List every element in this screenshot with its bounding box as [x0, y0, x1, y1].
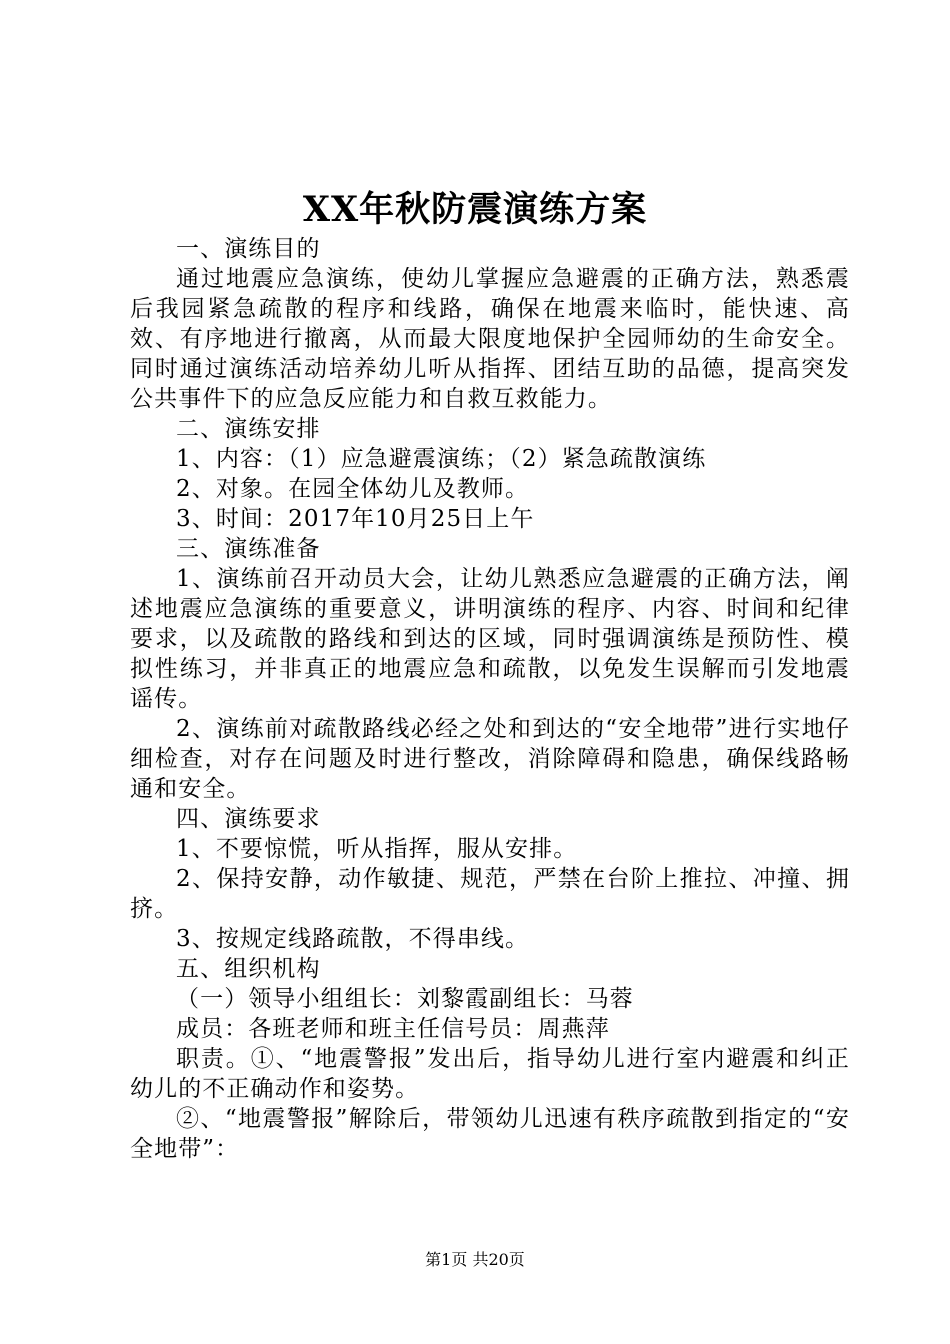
page-footer: 第1页 共20页 [425, 1250, 525, 1269]
paragraph: 3、时间：2017年10月25日上午 [176, 506, 535, 532]
paragraph: 3、按规定线路疏散，不得串线。 [176, 926, 530, 952]
paragraph: ②、“地震警报”解除后，带领幼儿迅速有秩序疏散到指定的“安全地带”： [130, 1106, 850, 1162]
paragraph: 成员：各班老师和班主任信号员：周燕萍 [176, 1016, 610, 1042]
section-heading: 五、组织机构 [176, 956, 321, 982]
paragraph: 2、对象。在园全体幼儿及教师。 [176, 476, 530, 502]
paragraph: （一）领导小组组长：刘黎霞副组长：马蓉 [176, 986, 634, 1012]
paragraph: 1、演练前召开动员大会，让幼儿熟悉应急避震的正确方法，阐述地震应急演练的重要意义，讲明演练的程序、内容、时间和纪律要求，以及疏散的路线和到达的区域，同时强调演练是预防性、模拟性练习，并非真正的地震应急和疏散，以免发生误解而引发地震谣传。 [130, 566, 850, 712]
section-heading: 四、演练要求 [176, 806, 321, 832]
document-title: XX年秋防震演练方案 [302, 189, 648, 230]
section-heading: 一、演练目的 [176, 236, 321, 262]
section-heading: 三、演练准备 [176, 536, 321, 562]
paragraph: 2、演练前对疏散路线必经之处和到达的“安全地带”进行实地仔细检查，对存在问题及时进行整改，消除障碍和隐患，确保线路畅通和安全。 [130, 716, 850, 802]
paragraph: 通过地震应急演练，使幼儿掌握应急避震的正确方法，熟悉震后我园紧急疏散的程序和线路，确保在地震来临时，能快速、高效、有序地进行撤离，从而最大限度地保护全园师幼的生命安全。同时通过演练活动培养幼儿听从指挥、团结互助的品德，提高突发公共事件下的应急反应能力和自救互救能力。 [130, 266, 850, 412]
paragraph: 1、不要惊慌，听从指挥，服从安排。 [176, 836, 578, 862]
document-body [130, 234, 850, 1164]
paragraph: 1、内容：（1）应急避震演练；（2）紧急疏散演练 [176, 446, 707, 472]
paragraph: 职责。①、“地震警报”发出后，指导幼儿进行室内避震和纠正幼儿的不正确动作和姿势。 [130, 1046, 850, 1102]
section-heading: 二、演练安排 [176, 416, 321, 442]
paragraph: 2、保持安静，动作敏捷、规范，严禁在台阶上推拉、冲撞、拥挤。 [130, 866, 850, 922]
